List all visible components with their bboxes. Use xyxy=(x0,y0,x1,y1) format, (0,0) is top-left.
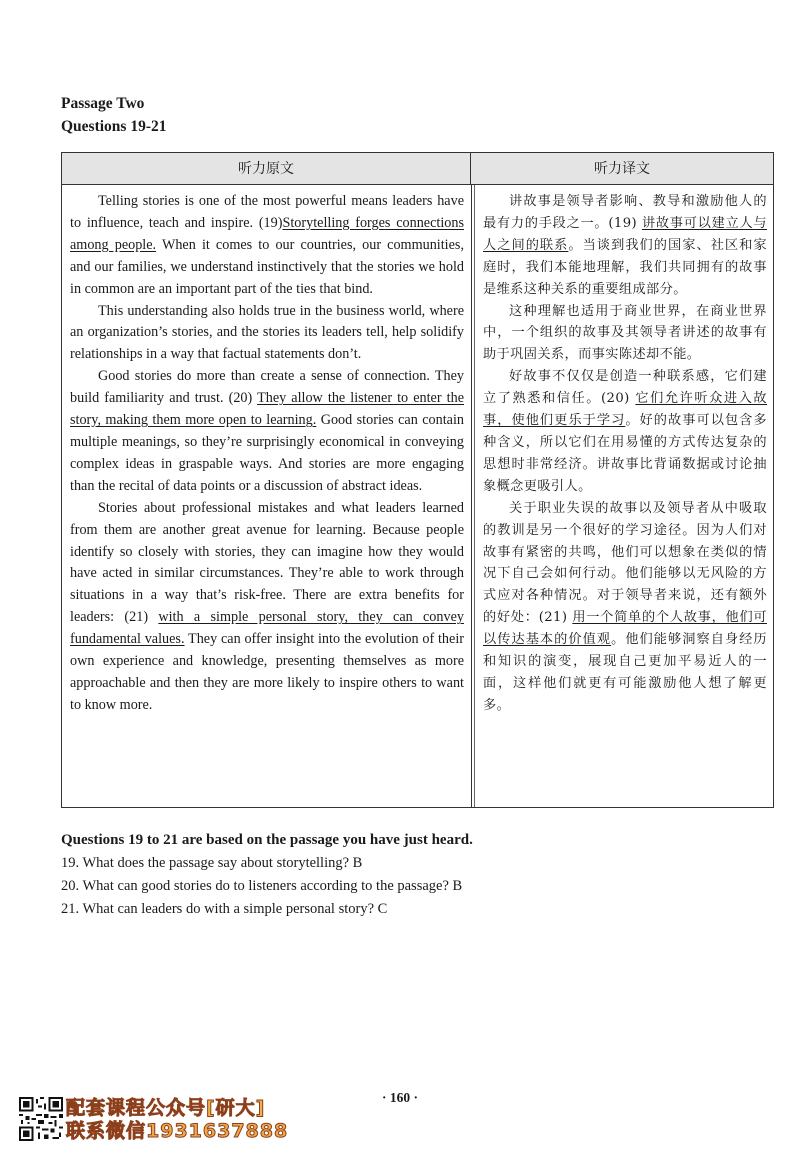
transcript-table xyxy=(61,152,774,808)
translation-header: 听力译文 xyxy=(471,153,773,185)
translation-paragraph: 讲故事是领导者影响、教导和激励他人的最有力的手段之一。(19) 讲故事可以建立人与人之间的联系。当谈到我们的国家、社区和家庭时，我们本能地理解，我们共同拥有的故事是维系这种关系的重要组成部分。 xyxy=(483,194,767,297)
column-divider-inner xyxy=(474,185,475,807)
qr-code-icon xyxy=(19,1097,63,1141)
transcript-paragraph: Stories about professional mistakes and what leaders learned from them are another great avenue for learning. Because people identify so closely with stories, they can imagine how they would have acted in similar circumstances. They’re able to work through situations in a way that’s risk-free. There are extra benefits for leaders: (21) with a simple personal story, they can convey fundamental values. They can offer insight into the evolution of their own experience and knowledge, presenting themselves as more approachable and then they are more likely to inspire others to want to know more. xyxy=(70,499,464,713)
translation-paragraph: 好故事不仅仅是创造一种联系感，它们建立了熟悉和信任。(20) 它们允许听众进入故事，使他们更乐于学习。好的故事可以包含多种含义，所以它们在用易懂的方式传达复杂的思想时非常经济。讲故事比背诵数据或讨论抽象概念更吸引人。 xyxy=(483,369,768,494)
watermark-line-2: 联系微信1931637888 xyxy=(66,1120,289,1142)
question-item: 20. What can good stories do to listeners according to the passage? B xyxy=(61,878,463,894)
question-item: 21. What can leaders do with a simple personal story? C xyxy=(61,901,388,917)
page-number: · 160 · xyxy=(381,1090,418,1105)
translation-paragraph: 关于职业失误的故事以及领导者从中吸取的教训是另一个很好的学习途径。因为人们对故事有紧密的共鸣，他们可以想象在类似的情况下自己会如何行动。他们能够以无风险的方式应对各种情况。对于领导者来说，还有额外的好处：(21) 用一个简单的个人故事，他们可以传达基本的价值观。他们能够洞察自身经历和知识的演变，展现自己更加平易近人的一面，这样他们就更有可能激励他人想了解更多。 xyxy=(483,500,767,713)
original-transcript xyxy=(70,191,464,717)
translation-paragraph: 这种理解也适用于商业世界，在商业世界中，一个组织的故事及其领导者讲述的故事有助于巩固关系，而事实陈述却不能。 xyxy=(483,303,767,363)
questions-range: Questions 19-21 xyxy=(61,118,167,135)
original-text-header: 听力原文 xyxy=(62,153,471,185)
answer-underline: 用一个简单的个人故事，他们可以传达基本的价值观 xyxy=(483,610,767,648)
transcript-paragraph: Good stories do more than create a sense of connection. They build familiarity and trust. (20) They allow the listener to enter the story, making them more open to learning. Good stories can contain multiple meanings, so they’re surprisingly economical in conveying complex ideas in graspable ways. And stories are more engaging than the recital of data points or a discussion of abstract ideas. xyxy=(70,368,465,494)
transcript-paragraph: This understanding also holds true in the business world, where an organization’s stories, and the stories its leaders tell, help solidify relationships in a way that factual statements don’t. xyxy=(70,302,464,363)
transcript-paragraph: Telling stories is one of the most powerful means leaders have to influence, teach and inspire. (19)Storytelling forges connections among people. When it comes to our countries, our communities, and our families, we understand instinctively that the stories we hold in common are an important part of the ties that bind. xyxy=(70,193,464,297)
question-item: 19. What does the passage say about storytelling? B xyxy=(61,855,363,871)
passage-title: Passage Two xyxy=(61,95,145,112)
chinese-translation xyxy=(483,191,767,717)
answer-underline: with a simple personal story, they can convey fundamental values. xyxy=(70,609,464,648)
answer-underline: Storytelling forges connections among people. xyxy=(70,214,464,253)
watermark-line-1: 配套课程公众号[研大] xyxy=(66,1097,266,1119)
answer-underline: They allow the listener to enter the story, making them more open to learning. xyxy=(70,390,464,429)
column-divider xyxy=(471,185,472,807)
questions-instruction: Questions 19 to 21 are based on the passage you have just heard. xyxy=(61,832,473,848)
answer-underline: 它们允许听众进入故事，使他们更乐于学习 xyxy=(483,391,767,429)
watermark xyxy=(19,1097,319,1145)
answer-underline: 讲故事可以建立人与人之间的联系 xyxy=(483,215,767,253)
